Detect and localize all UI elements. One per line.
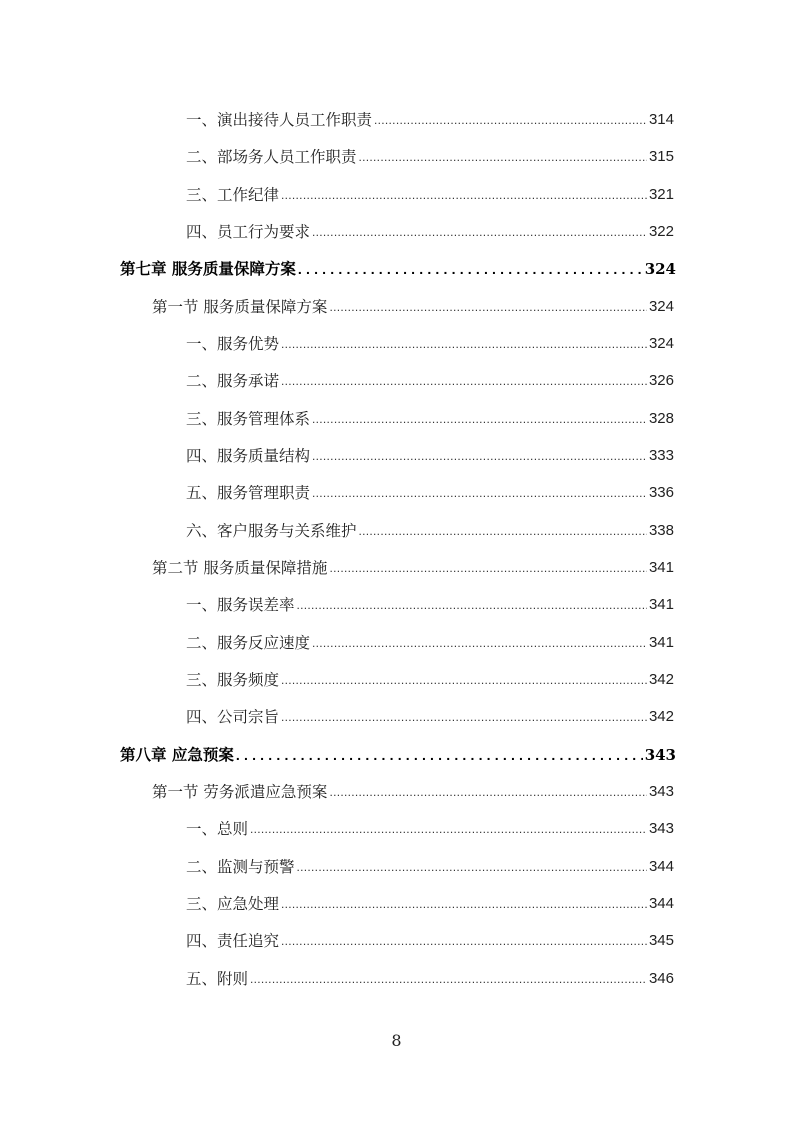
toc-entry-title: 五、附则 [186,970,249,988]
toc-entry-page: 338 [648,522,674,539]
dot-leader [374,111,647,129]
toc-entry-title: 二、服务反应速度 [186,634,311,652]
toc-section[interactable] [152,780,674,804]
dot-leader [236,746,643,764]
toc-entry[interactable] [186,817,674,841]
toc-entry-page: 346 [648,970,674,987]
toc-entry-page: 345 [648,932,674,949]
toc-entry-page: 343 [648,820,674,837]
toc-entry-page: 322 [648,223,674,240]
toc-section-page: 343 [648,783,674,800]
toc-chapter[interactable] [120,257,676,281]
toc-entry-page: 341 [648,634,674,651]
toc-entry-title: 四、员工行为要求 [186,223,311,241]
toc-entry[interactable] [186,631,674,655]
dot-leader [298,260,643,278]
toc-entry[interactable] [186,519,674,543]
toc-entry[interactable] [186,220,674,244]
dot-leader [250,970,647,988]
dot-leader [312,410,647,428]
toc-entry-title: 五、服务管理职责 [186,484,311,502]
toc-entry-page: 314 [648,111,674,128]
toc-entry[interactable] [186,444,674,468]
dot-leader [312,447,647,465]
toc-entry[interactable] [186,929,674,953]
toc-entry[interactable] [186,145,674,169]
toc-section[interactable] [152,556,674,580]
dot-leader [250,820,647,838]
toc-entry[interactable] [186,481,674,505]
toc-entry[interactable] [186,108,674,132]
toc-entry-page: 324 [648,335,674,352]
toc-entry[interactable] [186,332,674,356]
toc-entry[interactable] [186,705,674,729]
dot-leader [281,186,647,204]
toc-entry-title: 二、部场务人员工作职责 [186,148,357,166]
toc-entry-page: 336 [648,484,674,501]
dot-leader [329,559,647,577]
toc-section-title: 第一节 劳务派遣应急预案 [152,783,328,801]
toc-entry-page: 315 [648,148,674,165]
toc-chapter-page: 343 [644,746,676,764]
toc-entry[interactable] [186,892,674,916]
toc-chapter-title: 第七章 服务质量保障方案 [120,260,296,278]
toc-entry-title: 一、服务误差率 [186,596,295,614]
toc-entry-page: 341 [648,596,674,613]
toc-entry[interactable] [186,668,674,692]
dot-leader [312,484,647,502]
toc-entry-title: 四、公司宗旨 [186,708,280,726]
page-number: 8 [391,1031,402,1050]
toc-entry-page: 342 [648,671,674,688]
dot-leader [359,148,647,166]
toc-section-title: 第一节 服务质量保障方案 [152,298,328,316]
toc-entry[interactable] [186,967,674,991]
toc-entry-page: 344 [648,895,674,912]
dot-leader [329,298,647,316]
toc-entry-title: 三、服务管理体系 [186,410,311,428]
toc-entry-page: 344 [648,858,674,875]
toc-section-page: 324 [648,298,674,315]
toc-entry-title: 三、工作纪律 [186,186,280,204]
dot-leader [281,932,647,950]
toc-entry-page: 342 [648,708,674,725]
toc-entry-title: 一、总则 [186,820,249,838]
dot-leader [281,708,647,726]
toc-entry-title: 二、监测与预警 [186,858,295,876]
toc-entry[interactable] [186,855,674,879]
toc-entry-title: 三、应急处理 [186,895,280,913]
dot-leader [312,634,647,652]
toc-chapter[interactable] [120,743,676,767]
toc-section[interactable] [152,295,674,319]
toc-section-page: 341 [648,559,674,576]
dot-leader [329,783,647,801]
dot-leader [281,895,647,913]
toc-chapter-title: 第八章 应急预案 [120,746,234,764]
toc-entry[interactable] [186,407,674,431]
toc-entry-title: 四、责任追究 [186,932,280,950]
toc-entry-page: 328 [648,410,674,427]
dot-leader [281,372,647,390]
toc-chapter-page: 324 [644,260,676,278]
dot-leader [312,223,647,241]
toc-entry-title: 四、服务质量结构 [186,447,311,465]
toc-entry-title: 二、服务承诺 [186,372,280,390]
dot-leader [359,522,647,540]
dot-leader [297,596,647,614]
toc-entry-title: 三、服务频度 [186,671,280,689]
toc-entry-title: 一、演出接待人员工作职责 [186,111,373,129]
dot-leader [281,671,647,689]
toc-entry-page: 326 [648,372,674,389]
dot-leader [281,335,647,353]
dot-leader [297,858,647,876]
toc-entry[interactable] [186,183,674,207]
toc-entry-title: 六、客户服务与关系维护 [186,522,357,540]
toc-entry-page: 333 [648,447,674,464]
toc-entry[interactable] [186,369,674,393]
toc-entry[interactable] [186,593,674,617]
toc-entry-page: 321 [648,186,674,203]
toc-section-title: 第二节 服务质量保障措施 [152,559,328,577]
toc-entry-title: 一、服务优势 [186,335,280,353]
